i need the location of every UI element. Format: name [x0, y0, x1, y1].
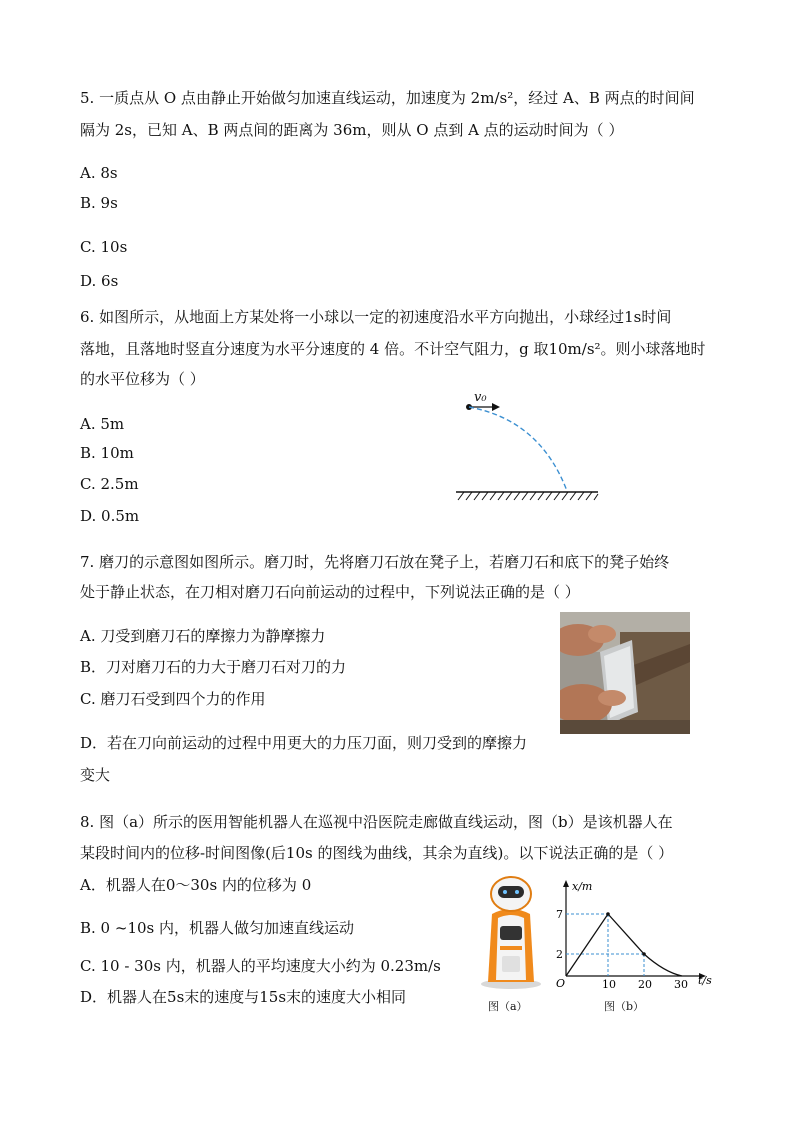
q6-option-d: D. 0.5m	[80, 507, 140, 525]
robot-image	[476, 874, 546, 990]
x-tick-10: 10	[602, 978, 616, 991]
q5-option-b: B. 9s	[80, 194, 118, 212]
point-20	[642, 952, 646, 956]
graph-curve	[644, 954, 682, 976]
x-tick-30: 30	[674, 978, 688, 991]
q7-option-d: D．若在刀向前运动的过程中用更大的力压刀面，则刀受到的摩擦力	[80, 734, 528, 752]
origin-label: O	[556, 977, 566, 990]
q6-stem-line3: 的水平位移为（ ）	[80, 370, 205, 388]
graph-line-linear	[566, 914, 644, 976]
q5-stem-line1: 5. 一质点从 O 点由静止开始做匀加速直线运动，加速度为 2m/s²，经过 A、B 两点的时间间	[80, 89, 695, 107]
q6-option-b: B. 10m	[80, 444, 134, 462]
q7-option-b: B．刀对磨刀石的力大于磨刀石对刀的力	[80, 658, 347, 676]
q7-option-d-continued: 变大	[80, 766, 111, 784]
y-axis-label: x/m	[572, 880, 593, 893]
q6-stem-line2: 落地，且落地时竖直分速度为水平分速度的 4 倍。不计空气阻力，g 取10m/s²。则小球落地时	[80, 340, 706, 358]
q8-stem-line2: 某段时间内的位移-时间图像(后10s 的图线为曲线，其余为直线)。以下说法正确的是（ ）	[80, 844, 674, 862]
caption-b: 图（b）	[604, 1000, 645, 1013]
q6-stem-line1: 6. 如图所示，从地面上方某处将一小球以一定的初速度沿水平方向抛出，小球经过1s时间	[80, 308, 672, 326]
q8-stem-line1: 8. 图（a）所示的医用智能机器人在巡视中沿医院走廊做直线运动，图（b）是该机器人在	[80, 813, 673, 831]
q7-stem-line2: 处于静止状态，在刀相对磨刀石向前运动的过程中，下列说法正确的是（ ）	[80, 583, 580, 601]
q8-option-d: D．机器人在5s末的速度与15s末的速度大小相同	[80, 988, 407, 1006]
xt-graph	[552, 876, 722, 991]
q8-option-a: A．机器人在0～30s 内的位移为 0	[80, 876, 312, 894]
q5-option-a: A. 8s	[80, 164, 118, 182]
q8-option-b: B. 0 ~10s 内，机器人做匀加速直线运动	[80, 919, 354, 937]
velocity-arrowhead	[492, 403, 500, 411]
knife-sharpening-photo	[560, 612, 690, 734]
q7-stem-line1: 7. 磨刀的示意图如图所示。磨刀时，先将磨刀石放在凳子上，若磨刀石和底下的凳子始终	[80, 553, 670, 571]
x-axis-label: t/s	[698, 974, 712, 987]
x-tick-20: 20	[638, 978, 652, 991]
q5-option-c: C. 10s	[80, 238, 128, 256]
v0-label: v₀	[474, 390, 487, 405]
y-tick-2: 2	[556, 948, 563, 961]
q6-option-c: C. 2.5m	[80, 475, 139, 493]
peak-point	[606, 912, 610, 916]
trajectory-curve	[469, 407, 567, 491]
q5-stem-line2: 隔为 2s，已知 A、B 两点间的距离为 36m，则从 O 点到 A 点的运动时间为（ ）	[80, 121, 624, 139]
projectile-figure	[450, 385, 610, 510]
ground-hatch	[458, 492, 598, 500]
q8-option-c: C. 10 - 30s 内，机器人的平均速度大小约为 0.23m/s	[80, 957, 441, 975]
q6-option-a: A. 5m	[80, 415, 125, 433]
y-tick-7: 7	[556, 908, 563, 921]
q7-option-a: A. 刀受到磨刀石的摩擦力为静摩擦力	[80, 627, 326, 645]
q7-option-c: C. 磨刀石受到四个力的作用	[80, 690, 266, 708]
caption-a: 图（a）	[488, 1000, 528, 1013]
q5-option-d: D. 6s	[80, 272, 119, 290]
y-axis-arrow	[563, 880, 569, 887]
